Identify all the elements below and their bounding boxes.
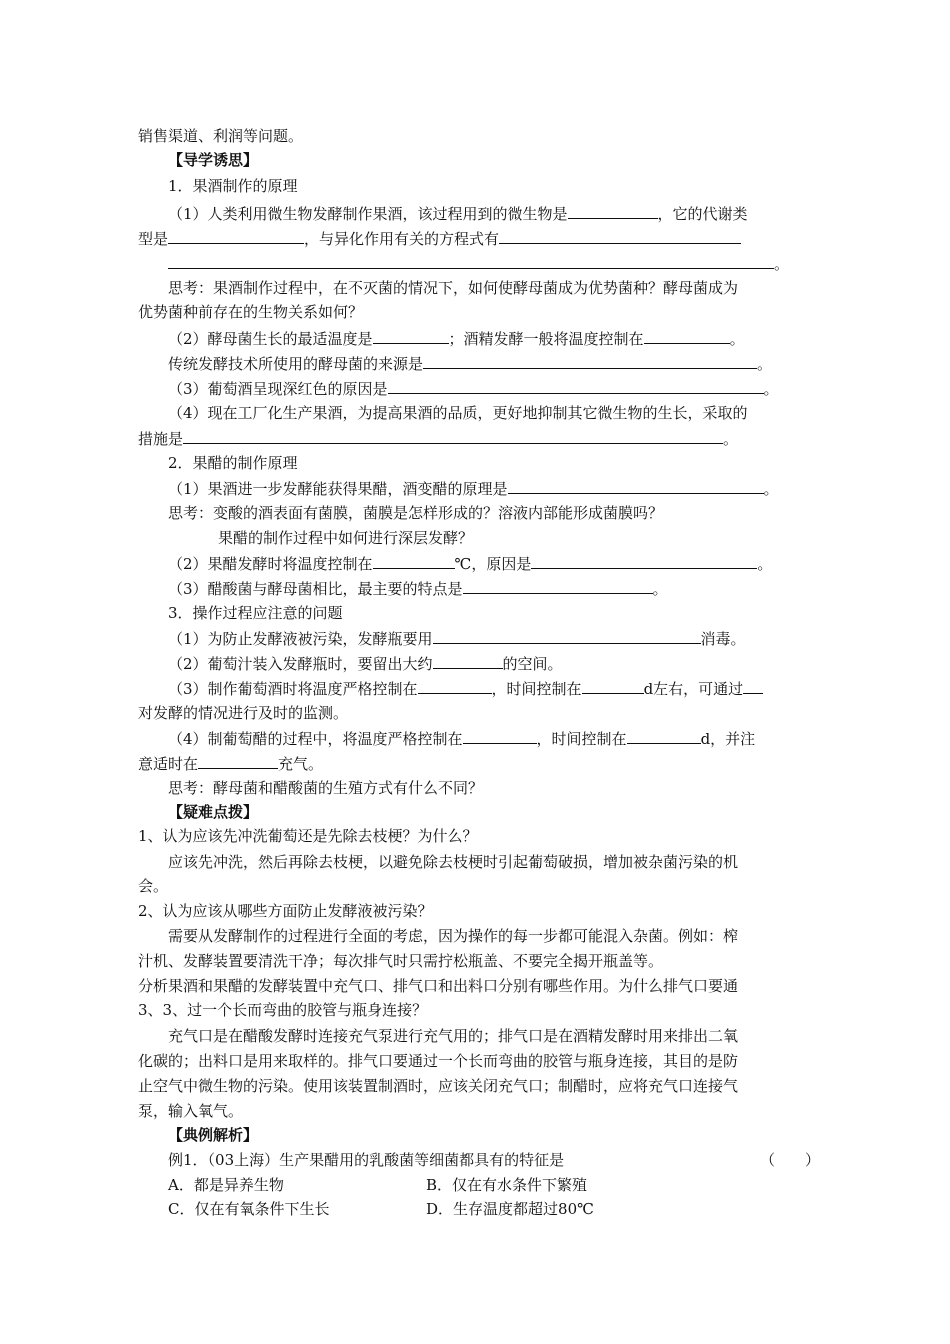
question-line: （2）酵母菌生长的最适温度是 ；酒精发酵一般将温度控制在 。 <box>168 330 745 348</box>
answer-blank[interactable] <box>644 328 730 344</box>
example-question: 例1．（03上海）生产果醋用的乳酸菌等细菌都具有的特征是 <box>168 1151 565 1169</box>
answer-blank[interactable] <box>168 228 304 244</box>
think-line: 思考：酵母菌和醋酸菌的生殖方式有什么不同？ <box>168 779 484 797</box>
answer-blank[interactable] <box>433 628 701 644</box>
subsection-title: 2．果醋的制作原理 <box>168 454 298 472</box>
answer-blank[interactable] <box>463 728 537 744</box>
text-line: 止空气中微生物的污染。使用该装置制酒时，应该关闭充气口；制醋时，应将充气口连接气 <box>138 1077 739 1095</box>
think-line: 优势菌种前存在的生物关系如何？ <box>138 303 364 321</box>
question-line: （4）现在工厂化生产果酒，为提高果酒的品质，更好地抑制其它微生物的生长，采取的 <box>168 404 748 422</box>
text-line: 充气口是在醋酸发酵时连接充气泵进行充气用的；排气口是在酒精发酵时用来排出二氧 <box>168 1027 739 1045</box>
option-d[interactable]: D．生存温度都超过80℃ <box>426 1200 594 1218</box>
answer-blank[interactable] <box>508 478 764 494</box>
question-line: （3）葡萄酒呈现深红色的原因是 。 <box>168 380 779 398</box>
answer-blank[interactable] <box>582 678 644 694</box>
section-heading-difficulty: 【疑难点拨】 <box>168 803 259 821</box>
text-line: 会。 <box>138 877 169 895</box>
question-line: （2）果醋发酵时将温度控制在 ℃，原因是 。 <box>168 555 773 573</box>
question-line: （1）果酒进一步发酵能获得果醋，酒变醋的原理是 。 <box>168 480 779 498</box>
question-line: （1）人类利用微生物发酵制作果酒，该过程用到的微生物是 ，它的代谢类 <box>168 205 748 223</box>
answer-blank[interactable] <box>433 653 503 669</box>
option-a[interactable]: A．都是异养生物 <box>168 1176 284 1194</box>
answer-blank[interactable] <box>423 353 757 369</box>
think-line: 果醋的制作过程中如何进行深层发酵？ <box>218 529 474 547</box>
answer-blank[interactable] <box>183 428 723 444</box>
think-line: 思考：果酒制作过程中，在不灭菌的情况下，如何使酵母菌成为优势菌种？酵母菌成为 <box>168 279 739 297</box>
text-line: 3、3、过一个长而弯曲的胶管与瓶身连接？ <box>138 1001 428 1019</box>
think-line: 思考：变酸的酒表面有菌膜，菌膜是怎样形成的？溶液内部能形成菌膜吗？ <box>168 504 664 522</box>
text-line: 分析果酒和果醋的发酵装置中充气口、排气口和出料口分别有哪些作用。为什么排气口要通 <box>138 977 739 995</box>
answer-blank[interactable] <box>373 328 449 344</box>
question-line: （3）醋酸菌与酵母菌相比，最主要的特点是 。 <box>168 580 668 598</box>
question-line: 传统发酵技术所使用的酵母菌的来源是 。 <box>168 355 773 373</box>
section-heading-examples: 【典例解析】 <box>168 1126 259 1144</box>
question-line: （3）制作葡萄酒时将温度严格控制在 ，时间控制在 d左右，可通过 <box>168 678 763 698</box>
text-line: 销售渠道、利润等问题。 <box>138 127 304 145</box>
text-line: 应该先冲洗，然后再除去枝梗，以避免除去枝梗时引起葡萄破损，增加被杂菌污染的机 <box>168 853 739 871</box>
question-line: 。 <box>168 253 789 273</box>
question-line: （2）葡萄汁装入发酵瓶时，要留出大约 的空间。 <box>168 655 563 673</box>
text-line: 2、认为应该从哪些方面防止发酵液被污染？ <box>138 902 433 920</box>
question-line: 意适时在 充气。 <box>138 755 324 773</box>
question-line: （1）为防止发酵液被污染，发酵瓶要用 消毒。 <box>168 630 746 648</box>
answer-blank[interactable] <box>168 253 774 269</box>
subsection-title: 3．操作过程应注意的问题 <box>168 604 343 622</box>
answer-blank[interactable] <box>198 753 278 769</box>
text-line: 需要从发酵制作的过程进行全面的考虑，因为操作的每一步都可能混入杂菌。例如：榨 <box>168 927 739 945</box>
answer-blank[interactable] <box>743 678 763 694</box>
question-line: 对发酵的情况进行及时的监测。 <box>138 704 349 722</box>
answer-blank[interactable] <box>418 678 492 694</box>
answer-blank[interactable] <box>463 578 653 594</box>
answer-blank[interactable] <box>373 553 455 569</box>
question-line: （4）制葡萄醋的过程中，将温度严格控制在 ，时间控制在 d，并注 <box>168 730 756 748</box>
option-c[interactable]: C．仅在有氧条件下生长 <box>168 1200 330 1218</box>
subsection-title: 1．果酒制作的原理 <box>168 177 298 195</box>
question-line: 措施是 。 <box>138 430 739 448</box>
text-line: 1、认为应该先冲洗葡萄还是先除去枝梗？为什么？ <box>138 827 478 845</box>
text-line: 汁机、发酵装置要清洗干净；每次排气时只需拧松瓶盖、不要完全揭开瓶盖等。 <box>138 952 664 970</box>
answer-blank[interactable] <box>499 228 741 244</box>
text-line: 泵，输入氧气。 <box>138 1102 244 1120</box>
answer-blank[interactable] <box>627 728 701 744</box>
answer-blank[interactable] <box>568 203 658 219</box>
section-heading-guide: 【导学诱思】 <box>168 151 259 169</box>
answer-blank[interactable] <box>531 553 757 569</box>
text-line: 化碳的；出料口是用来取样的。排气口要通过一个长而弯曲的胶管与瓶身连接，其目的是防 <box>138 1052 739 1070</box>
answer-parentheses[interactable]: （ ） <box>760 1151 821 1169</box>
option-b[interactable]: B．仅在有水条件下繁殖 <box>426 1176 588 1194</box>
answer-blank[interactable] <box>388 378 764 394</box>
question-line: 型是 ，与异化作用有关的方程式有 <box>138 228 741 248</box>
